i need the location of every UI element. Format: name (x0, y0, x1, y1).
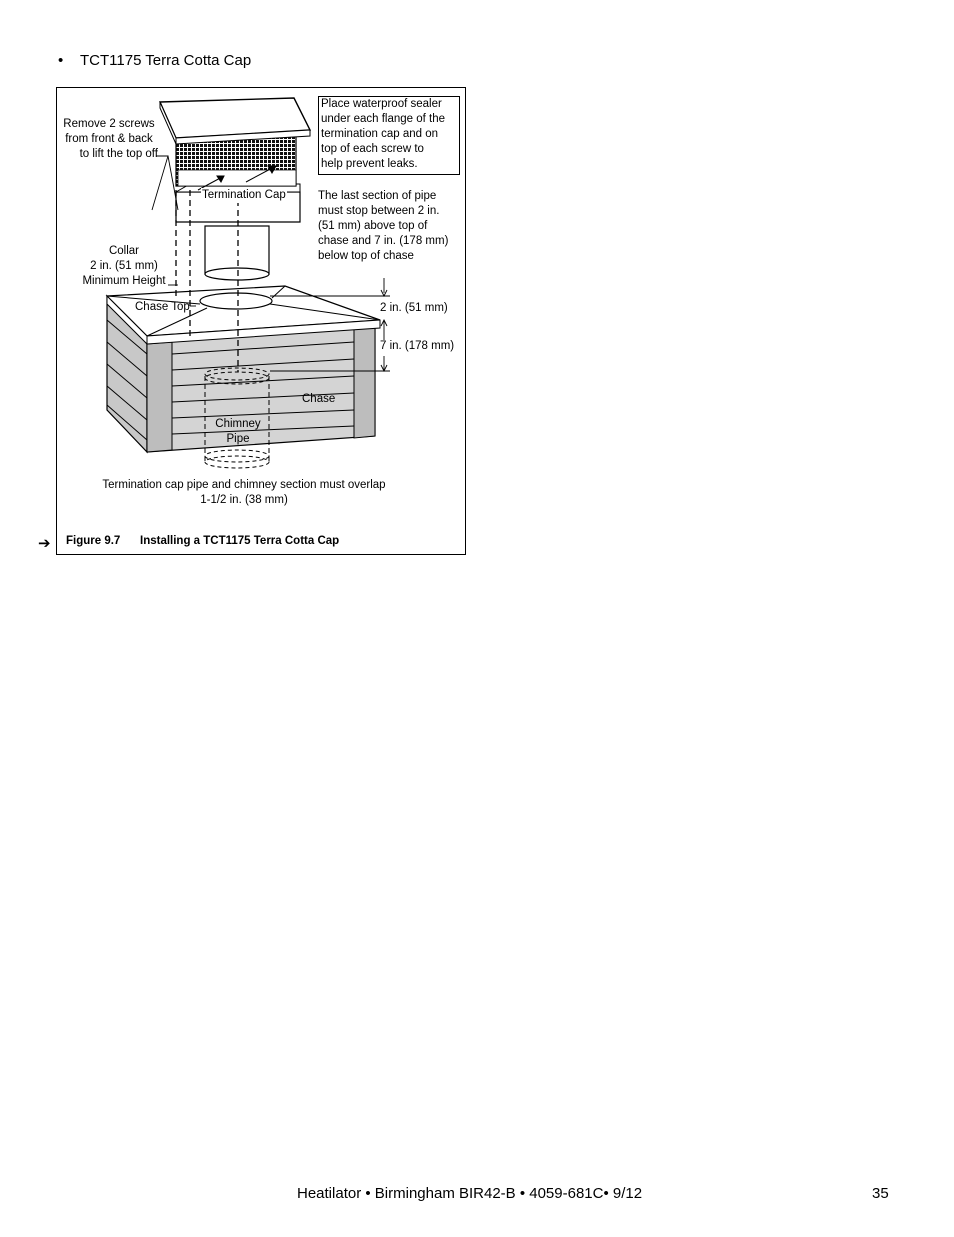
bullet-text: TCT1175 Terra Cotta Cap (80, 52, 252, 69)
collar-label: Collar 2 in. (51 mm) Minimum Height (82, 245, 166, 287)
waterproof-note-box: Place waterproof sealer under each flange of the termination cap and on top of each screw to help prevent leaks. (318, 96, 460, 175)
overlap-note: Termination cap pipe and chimney section must overlap 1-1/2 in. (38 mm) (102, 479, 386, 506)
page-number: 35 (872, 1185, 889, 1202)
figure-number: Figure 9.7 (66, 535, 121, 547)
chase-top-label: Chase Top (135, 301, 190, 313)
figure-caption (66, 535, 339, 547)
figure-title: Installing a TCT1175 Terra Cotta Cap (140, 535, 340, 547)
termination-cap-pipe (205, 226, 269, 280)
remove-screws-label: Remove 2 screws from front & back to lift the top off (63, 118, 158, 160)
chase-label: Chase (302, 393, 336, 405)
termination-cap-label: Termination Cap (202, 189, 286, 201)
last-section-note: The last section of pipe must stop between 2 in. (51 mm) above top of chase and 7 in. (178 mm) below top of chase (318, 190, 449, 262)
caption-arrow-icon: ➔ (38, 535, 51, 552)
dimension-2in-label: 2 in. (51 mm) (380, 302, 448, 314)
chimney-pipe-label: Chimney Pipe (215, 418, 261, 445)
termination-cap (160, 98, 310, 222)
dimension-7in-label: 7 in. (178 mm) (380, 340, 455, 352)
bullet-symbol: • (58, 52, 64, 69)
page-footer: Heatilator • Birmingham BIR42-B • 4059-681C• 9/12 (297, 1185, 643, 1202)
